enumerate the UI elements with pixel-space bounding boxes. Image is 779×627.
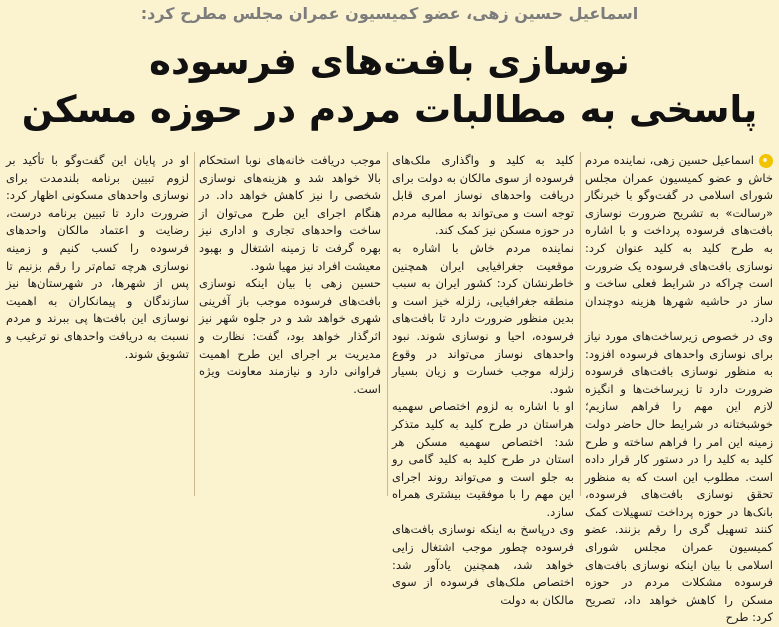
article-column-2 bbox=[392, 152, 574, 607]
article-paragraph: وی در خصوص زیرساخت‌های مورد نیاز برای نوسازی واحدهای فرسوده افزود: به منظور نوسازی بافت‌های فرسوده ضرورت دارد تا زیرساخت‌ها و انگیزه لازم این مهم را فراهم سازیم؛ خوشبختانه در شرایط حال حاضر دولت زمینه این امر را فراهم ساخته و طرح کلید به کلید را در دستور کار قرار داده است. مطلوب این است که به منظور تحقق نوسازی بافت‌های فرسوده، بانک‌ها در حوزه پرداخت تسهیلات کمک کنند تسهیل گری را رقم بزنند. عضو کمیسیون عمران مجلس شورای اسلامی با بیان اینکه نوسازی بافت‌های فرسوده مشکلات مردم در حوزه مسکن را کاهش خواهد داد، تصریح کرد: طرح bbox=[585, 328, 773, 625]
article-column-3 bbox=[199, 152, 381, 496]
article-paragraph: وی درپاسخ به اینکه نوسازی بافت‌های فرسوده چطور موجب اشتغال زایی خواهد شد، همچنین یادآور شد: اختصاص ملک‌های فرسوده از سوی مالکان به دولت bbox=[392, 522, 574, 607]
article-paragraph: کلید به کلید و واگذاری ملک‌های فرسوده از سوی مالکان به دولت برای دریافت واحدهای نوساز امری قابل توجه است و می‌تواند به مطالبه مردم در حوزه مسکن نیز کمک کند. bbox=[392, 153, 574, 238]
resalat-logo-icon bbox=[759, 154, 773, 168]
article-paragraph: موجب دریافت خانه‌های نوبا استحکام بالا خواهد شد و هزینه‌های نوسازی شخصی را نیز کاهش خواهد داد. در هنگام اجرای این طرح می‌توان از ساخت واحدهای تجاری و اداری نیز بهره گرفت تا زمینه اشتغال و بهبود معیشت افراد نیز مهیا شود. bbox=[199, 153, 381, 273]
article-paragraph: حسین زهی با بیان اینکه نوسازی بافت‌های فرسوده موجب باز آفرینی شهری خواهد شد و در جلوه شهر نیز اثرگذار خواهد بود، گفت: نظارت و مدیریت بر اجرای این طرح اهمیت فراوانی دارد و نیازمند معاونت ویژه است. bbox=[199, 276, 381, 396]
headline-line-1: نوسازی بافت‌های فرسوده bbox=[149, 40, 630, 83]
article-column-4 bbox=[6, 152, 189, 496]
article-paragraph: او در پایان این گفت‌وگو با تأکید بر لزوم تبیین برنامه بلندمدت برای نوسازی واحدهای مسکونی اظهار کرد: ضرورت دارد تا تبیین برنامه درست، رضایت و اعتماد مالکان واحدهای فرسوده را کسب کنیم و زمینه نوسازی هرچه تمام‌تر را رقم بزنیم تا پس از شهرها، در شهرستان‌ها نیز سازندگان و پیمانکاران به اهمیت نوسازی این بافت‌ها پی ببرند و مردم نسبت به دریافت واحدهای نو ترغیب و تشویق شوند. bbox=[6, 153, 189, 361]
headline-line-2: پاسخی به مطالبات مردم در حوزه مسکن bbox=[21, 88, 758, 131]
article-column-1 bbox=[585, 152, 773, 625]
column-divider bbox=[387, 152, 388, 496]
column-divider bbox=[580, 152, 581, 496]
article-paragraph: اسماعیل حسین زهی، نماینده مردم خاش و عضو کمیسیون عمران مجلس شورای اسلامی در گفت‌وگو با خبرنگار «رسالت» به تشریح ضرورت نوسازی بافت‌های فرسوده پرداخت و با اشاره به طرح کلید به کلید عنوان کرد: نوسازی بافت‌های فرسوده یک ضرورت است چراکه در شرایط فعلی ساخت و ساز در حاشیه شهرها هزینه دوچندان دارد. bbox=[585, 153, 773, 326]
article-paragraph: او با اشاره به لزوم اختصاص سهمیه هراستان در طرح کلید به کلید متذکر شد: اختصاص سهمیه مسکن هر استان در طرح کلید به کلید گامی رو به جلو است و می‌تواند روند اجرای این مهم را با موفقیت بیشتری همراه سازد. bbox=[392, 399, 574, 519]
column-divider bbox=[194, 152, 195, 496]
article-paragraph: نماینده مردم خاش با اشاره به موقعیت جغرافیایی ایران همچنین خاطرنشان کرد: کشور ایران به سبب منطقه جغرافیایی، زلزله خیز است و بدین منظور ضرورت دارد تا بافت‌های فرسوده، احیا و نوسازی شوند. نبود واحدهای نوساز می‌تواند در وقوع زلزله موجب خسارت و زیان بسیار شود. bbox=[392, 240, 574, 396]
kicker: اسماعیل حسین زهی، عضو کمیسیون عمران مجلس مطرح کرد: bbox=[140, 4, 639, 23]
